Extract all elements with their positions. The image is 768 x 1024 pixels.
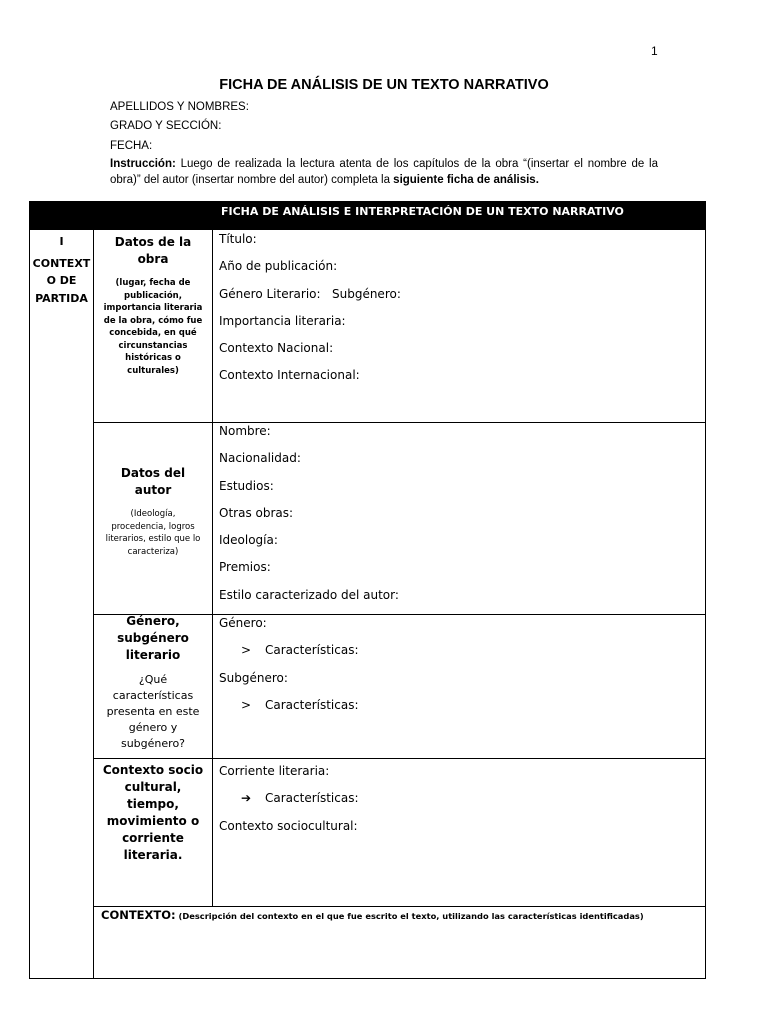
- page-number: 1: [651, 44, 658, 58]
- field-titulo: Título:: [219, 232, 257, 246]
- field-subgenero-caracteristicas: [219, 698, 699, 725]
- field-label: Características:: [265, 643, 359, 658]
- field-estilo-autor: Estilo caracterizado del autor:: [219, 587, 399, 602]
- section-title: subgénero: [117, 631, 189, 645]
- section-fields-autor: [219, 424, 699, 615]
- table-banner: [30, 202, 705, 230]
- field-subgenero: Subgénero:: [219, 670, 288, 685]
- part-title-line: O DE: [46, 274, 77, 287]
- section-note: (lugar, fecha de publicación, importancia literaria de la obra, cómo fue concebida, en qué circunstancias históricas o culturales): [103, 278, 203, 376]
- arrow-right-icon: ➔: [241, 791, 252, 806]
- section-label-contexto-sociocultural: [94, 762, 212, 864]
- section-note: ¿Qué características presenta en este género y subgénero?: [106, 673, 200, 750]
- analysis-table: [29, 201, 706, 979]
- section-title: movimiento o: [106, 814, 200, 828]
- section-fields-obra: [219, 232, 699, 396]
- instruction-paragraph: [110, 157, 658, 188]
- field-corriente-literaria: Corriente literaria:: [219, 764, 330, 778]
- section-title: Contexto socio: [102, 763, 204, 777]
- field-fecha: FECHA:: [110, 140, 153, 152]
- section-label-obra: [94, 234, 212, 377]
- section-title: tiempo,: [127, 797, 179, 811]
- document-title: FICHA DE ANÁLISIS DE UN TEXTO NARRATIVO: [219, 77, 549, 93]
- section-label-genero: [94, 613, 212, 752]
- field-otras-obras: Otras obras:: [219, 505, 294, 520]
- field-corriente-caracteristicas: [219, 791, 699, 818]
- row-divider-4: [93, 906, 705, 907]
- section-title: Datos de la: [114, 235, 192, 249]
- instruction-label: Instrucción:: [110, 158, 176, 170]
- bullet-chevron-icon: >: [241, 697, 252, 712]
- field-genero: Género:: [219, 616, 267, 630]
- field-contexto-sociocultural: Contexto sociocultural:: [219, 818, 358, 833]
- section-note: (Ideología, procedencia, logros literarios, estilo que lo caracteriza): [105, 509, 201, 557]
- field-grado-seccion: GRADO Y SECCIÓN:: [110, 120, 222, 132]
- table-banner-title: FICHA DE ANÁLISIS E INTERPRETACIÓN DE UN TEXTO NARRATIVO: [221, 205, 624, 218]
- field-importancia-literaria: Importancia literaria:: [219, 313, 346, 328]
- field-genero-caracteristicas: [219, 643, 699, 670]
- context-note: (Descripción del contexto en el que fue escrito el texto, utilizando las características identificadas): [175, 911, 644, 921]
- section-fields-genero: [219, 616, 699, 725]
- field-contexto-nacional: Contexto Nacional:: [219, 341, 334, 356]
- section-title: literario: [125, 648, 181, 662]
- section-title: Género,: [126, 614, 180, 628]
- section-title: Datos del: [120, 466, 186, 480]
- field-ideologia: Ideología:: [219, 533, 278, 548]
- instruction-bold-end: siguiente ficha de análisis.: [393, 173, 539, 186]
- field-nacionalidad: Nacionalidad:: [219, 451, 301, 466]
- instruction-text: Luego de realizada la lectura atenta de los capítulos de la obra “(insertar el nombre de la obra)” del autor (insertar nombre del autor) completa la: [110, 158, 658, 186]
- part-title-line: CONTEXT: [32, 256, 91, 270]
- context-row: [101, 908, 644, 922]
- section-title: literaria.: [123, 848, 183, 862]
- part-cell: [30, 231, 93, 307]
- context-label: CONTEXTO:: [101, 908, 176, 922]
- part-number: I: [59, 235, 64, 248]
- bullet-chevron-icon: >: [241, 643, 252, 658]
- column-divider-label: [212, 230, 213, 906]
- part-title-line: PARTIDA: [35, 291, 88, 305]
- field-apellidos-nombres: APELLIDOS Y NOMBRES:: [110, 101, 249, 113]
- part-title: [30, 255, 93, 308]
- field-nombre: Nombre:: [219, 424, 271, 438]
- field-label: Características:: [265, 697, 359, 712]
- row-divider-3: [93, 758, 705, 759]
- field-premios: Premios:: [219, 560, 271, 575]
- row-divider-1: [93, 422, 705, 423]
- section-title: cultural,: [124, 780, 182, 794]
- section-fields-contexto: [219, 764, 699, 846]
- section-title: obra: [137, 252, 169, 266]
- field-genero-subgenero: Género Literario: Subgénero:: [219, 286, 401, 301]
- field-anio-publicacion: Año de publicación:: [219, 259, 338, 274]
- section-title: autor: [134, 483, 172, 497]
- section-label-autor: [94, 465, 212, 558]
- section-title: corriente: [122, 831, 184, 845]
- field-estudios: Estudios:: [219, 478, 274, 493]
- field-contexto-internacional: Contexto Internacional:: [219, 368, 360, 383]
- field-label: Características:: [265, 791, 359, 806]
